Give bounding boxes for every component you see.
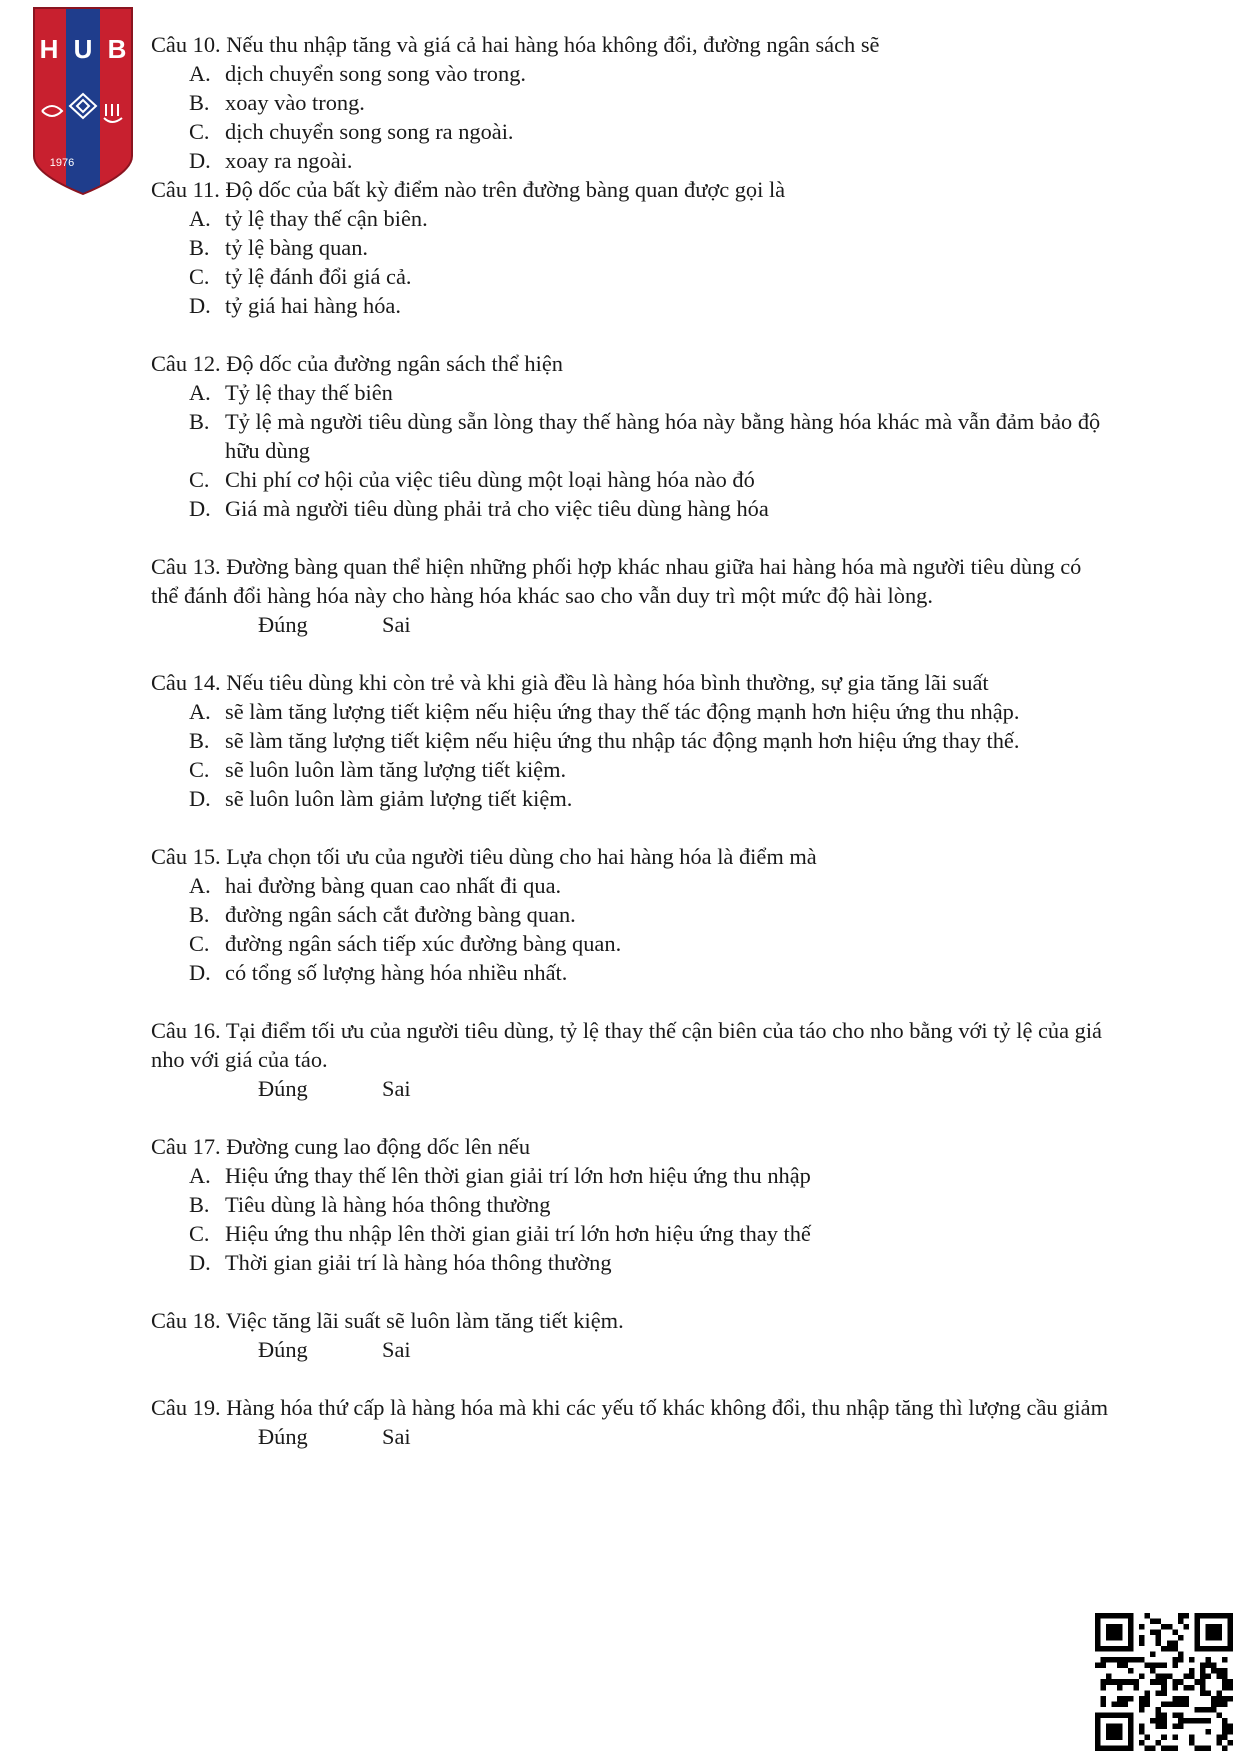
question — [151, 552, 1111, 639]
answer-option — [189, 291, 1111, 320]
option-letter: A. — [189, 61, 211, 86]
option-letter: C. — [189, 119, 210, 144]
option-text: xoay vào trong. — [225, 90, 365, 115]
true-false-options — [151, 1074, 1111, 1103]
option-text: đường ngân sách cắt đường bàng quan. — [225, 902, 576, 927]
answer-option — [189, 494, 1111, 523]
option-true: Đúng — [258, 1424, 308, 1449]
option-letter: B. — [189, 90, 210, 115]
answer-option — [189, 726, 1111, 755]
option-text: Tỷ lệ thay thế biên — [225, 380, 393, 405]
answer-option — [189, 697, 1111, 726]
true-false-options — [151, 1335, 1111, 1364]
answer-option — [189, 146, 1111, 175]
question-text: Câu 12. Độ dốc của đường ngân sách thể hiện — [151, 351, 563, 376]
option-text: đường ngân sách tiếp xúc đường bàng quan. — [225, 931, 622, 956]
option-letter: D. — [189, 496, 211, 521]
option-false: Sai — [382, 1337, 411, 1362]
option-letter: C. — [189, 264, 210, 289]
option-letter: C. — [189, 1221, 210, 1246]
answer-option — [189, 1161, 1111, 1190]
question — [151, 1016, 1111, 1103]
option-false: Sai — [382, 1076, 411, 1101]
answer-option — [189, 929, 1111, 958]
question — [151, 1306, 1111, 1364]
option-letter: A. — [189, 699, 211, 724]
answer-option — [189, 117, 1111, 146]
option-letter: D. — [189, 148, 211, 173]
option-text: Hiệu ứng thu nhập lên thời gian giải trí lớn hơn hiệu ứng thay thế — [225, 1221, 811, 1246]
option-letter: D. — [189, 1250, 211, 1275]
question-text: Câu 15. Lựa chọn tối ưu của người tiêu dùng cho hai hàng hóa là điểm mà — [151, 844, 817, 869]
option-letter: A. — [189, 1163, 211, 1188]
option-letter: B. — [189, 728, 210, 753]
question — [151, 175, 1111, 320]
option-text: sẽ luôn luôn làm giảm lượng tiết kiệm. — [225, 786, 573, 811]
option-text: Hiệu ứng thay thế lên thời gian giải trí lớn hơn hiệu ứng thu nhập — [225, 1163, 811, 1188]
answer-options — [151, 378, 1111, 523]
answer-option — [189, 900, 1111, 929]
option-letter: B. — [189, 235, 210, 260]
logo-letter-b: B — [107, 34, 127, 64]
answer-options — [151, 871, 1111, 987]
option-text: tỷ lệ thay thế cận biên. — [225, 206, 428, 231]
answer-options — [151, 204, 1111, 320]
option-false: Sai — [382, 612, 411, 637]
option-text: Thời gian giải trí là hàng hóa thông thường — [225, 1250, 612, 1275]
option-letter: A. — [189, 206, 211, 231]
option-letter: B. — [189, 902, 210, 927]
option-text: Chi phí cơ hội của việc tiêu dùng một loại hàng hóa nào đó — [225, 467, 755, 492]
option-text: Tỷ lệ mà người tiêu dùng sẵn lòng thay thế hàng hóa này bằng hàng hóa khác mà vẫn đảm bảo độ hữu dùng — [225, 409, 1101, 463]
option-text: sẽ làm tăng lượng tiết kiệm nếu hiệu ứng thu nhập tác động mạnh hơn hiệu ứng thay thế. — [225, 728, 1020, 753]
answer-options — [151, 1161, 1111, 1277]
question — [151, 349, 1111, 523]
hub-logo — [32, 6, 134, 196]
option-text: sẽ làm tăng lượng tiết kiệm nếu hiệu ứng thay thế tác động mạnh hơn hiệu ứng thu nhập. — [225, 699, 1020, 724]
answer-option — [189, 378, 1111, 407]
option-text: Giá mà người tiêu dùng phải trả cho việc tiêu dùng hàng hóa — [225, 496, 769, 521]
answer-option — [189, 59, 1111, 88]
option-letter: D. — [189, 293, 211, 318]
answer-option — [189, 1248, 1111, 1277]
option-false: Sai — [382, 1424, 411, 1449]
option-text: dịch chuyển song song vào trong. — [225, 61, 526, 86]
answer-option — [189, 204, 1111, 233]
qr-code — [1095, 1613, 1233, 1751]
option-letter: C. — [189, 757, 210, 782]
option-letter: D. — [189, 960, 211, 985]
option-letter: B. — [189, 409, 210, 434]
answer-option — [189, 871, 1111, 900]
answer-option — [189, 262, 1111, 291]
question — [151, 842, 1111, 987]
answer-option — [189, 784, 1111, 813]
option-text: hai đường bàng quan cao nhất đi qua. — [225, 873, 562, 898]
option-text: tỷ lệ bàng quan. — [225, 235, 369, 260]
question-text: Câu 13. Đường bàng quan thể hiện những phối hợp khác nhau giữa hai hàng hóa mà người tiêu dùng có thể đánh đổi hàng hóa này cho hàng hóa khác sao cho vẫn duy trì một mức độ hài lòng. — [151, 554, 1082, 608]
logo-year: 1976 — [49, 157, 75, 169]
option-letter: C. — [189, 931, 210, 956]
answer-options — [151, 59, 1111, 175]
true-false-options — [151, 610, 1111, 639]
option-letter: C. — [189, 467, 210, 492]
question-text: Câu 14. Nếu tiêu dùng khi còn trẻ và khi già đều là hàng hóa bình thường, sự gia tăng lãi suất — [151, 670, 989, 695]
option-text: xoay ra ngoài. — [225, 148, 353, 173]
option-true: Đúng — [258, 1337, 308, 1362]
true-false-options — [151, 1422, 1111, 1451]
option-text: tỷ lệ đánh đổi giá cả. — [225, 264, 412, 289]
question-text: Câu 16. Tại điểm tối ưu của người tiêu dùng, tỷ lệ thay thế cận biên của táo cho nho bằng với tỷ lệ của giá nho với giá của táo. — [151, 1018, 1103, 1072]
answer-option — [189, 233, 1111, 262]
answer-option — [189, 1190, 1111, 1219]
question-text: Câu 11. Độ dốc của bất kỳ điểm nào trên đường bàng quan được gọi là — [151, 177, 786, 202]
answer-option — [189, 465, 1111, 494]
option-true: Đúng — [258, 1076, 308, 1101]
question-text: Câu 19. Hàng hóa thứ cấp là hàng hóa mà khi các yếu tố khác không đổi, thu nhập tăng thì lượng cầu giảm — [151, 1395, 1108, 1420]
answer-option — [189, 1219, 1111, 1248]
option-letter: B. — [189, 1192, 210, 1217]
option-true: Đúng — [258, 612, 308, 637]
option-text: Tiêu dùng là hàng hóa thông thường — [225, 1192, 551, 1217]
option-letter: A. — [189, 380, 211, 405]
logo-letter-u: U — [73, 34, 93, 64]
answer-option — [189, 958, 1111, 987]
option-text: sẽ luôn luôn làm tăng lượng tiết kiệm. — [225, 757, 567, 782]
option-text: tỷ giá hai hàng hóa. — [225, 293, 401, 318]
option-letter: A. — [189, 873, 211, 898]
question — [151, 30, 1111, 175]
option-text: dịch chuyển song song ra ngoài. — [225, 119, 514, 144]
answer-option — [189, 88, 1111, 117]
logo-letter-h: H — [39, 34, 59, 64]
option-letter: D. — [189, 786, 211, 811]
question-text: Câu 18. Việc tăng lãi suất sẽ luôn làm tăng tiết kiệm. — [151, 1308, 624, 1333]
question-text: Câu 17. Đường cung lao động dốc lên nếu — [151, 1134, 531, 1159]
question — [151, 1132, 1111, 1277]
answer-option — [189, 407, 1111, 465]
answer-options — [151, 697, 1111, 813]
question — [151, 1393, 1111, 1451]
question-list — [151, 30, 1111, 1480]
question — [151, 668, 1111, 813]
answer-option — [189, 755, 1111, 784]
option-text: có tổng số lượng hàng hóa nhiều nhất. — [225, 960, 568, 985]
question-text: Câu 10. Nếu thu nhập tăng và giá cả hai hàng hóa không đổi, đường ngân sách sẽ — [151, 32, 880, 57]
